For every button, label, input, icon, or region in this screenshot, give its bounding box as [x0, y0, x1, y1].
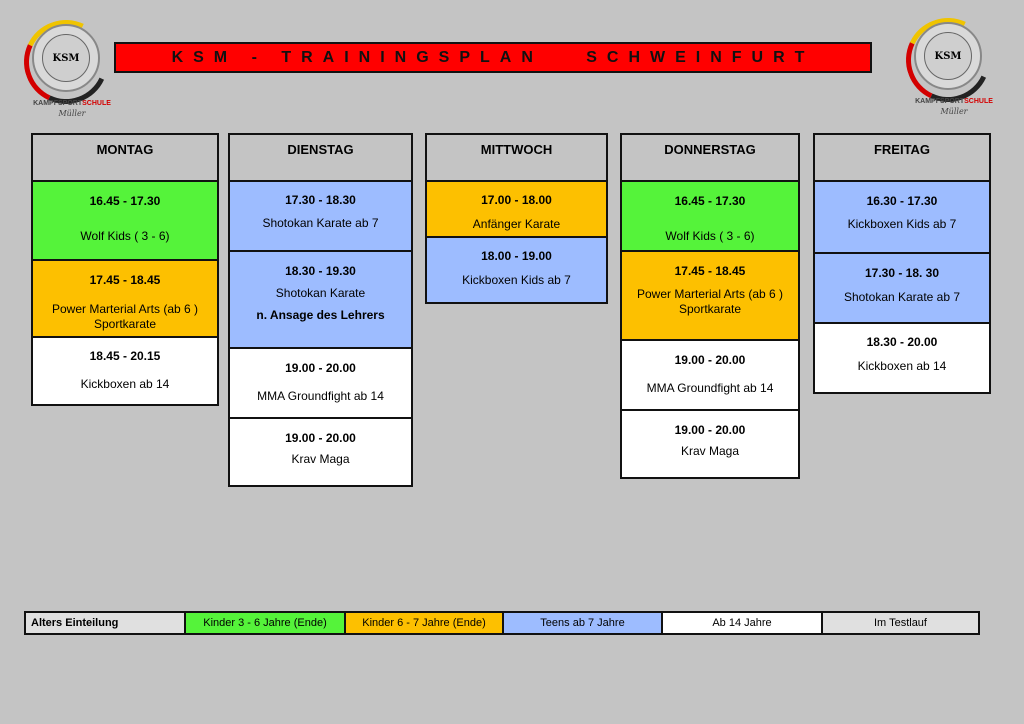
- day-header: FREITAG: [815, 135, 989, 182]
- slot-time: 17.45 - 18.45: [89, 273, 161, 287]
- slot-time: 18.30 - 20.00: [866, 335, 938, 349]
- day-column-montag: [31, 133, 219, 406]
- schedule-slot: [33, 261, 217, 338]
- slot-class: Kickboxen ab 14: [857, 359, 947, 373]
- ksm-logo-right: [902, 18, 1002, 118]
- slot-class: MMA Groundfight ab 14: [646, 381, 774, 395]
- age-legend: [24, 611, 980, 635]
- slot-time: 18.45 - 20.15: [89, 349, 161, 363]
- slot-class: Wolf Kids ( 3 - 6): [80, 229, 170, 243]
- slot-time: 17.00 - 18.00: [481, 193, 552, 207]
- slot-time: 16.45 - 17.30: [674, 194, 746, 208]
- logo-brand-right: SCHULE: [82, 100, 111, 107]
- slot-time: 17.45 - 18.45: [674, 264, 746, 278]
- schedule-slot: [622, 341, 798, 411]
- day-column-mittwoch: [425, 133, 608, 304]
- legend-item: [504, 613, 663, 633]
- slot-class: Kickboxen ab 14: [80, 377, 170, 391]
- logo-emblem-text: KSM: [52, 52, 80, 64]
- slot-class: Anfänger Karate: [472, 217, 561, 231]
- slot-time: 19.00 - 20.00: [674, 353, 746, 367]
- day-column-donnerstag: [620, 133, 800, 479]
- logo-emblem: [42, 34, 90, 82]
- day-header: MONTAG: [33, 135, 217, 182]
- slot-class: MMA Groundfight ab 14: [257, 389, 384, 403]
- slot-class: Kickboxen Kids ab 7: [847, 217, 957, 231]
- slot-class: Krav Maga: [680, 444, 740, 458]
- schedule-slot: [33, 182, 217, 261]
- slot-class: Shotokan Karate ab 7: [262, 216, 379, 230]
- legend-item-text: Ab 14 Jahre: [712, 617, 772, 629]
- slot-class-extra: Sportkarate: [93, 317, 157, 331]
- legend-item: [186, 613, 346, 633]
- legend-item-text: Kinder 3 - 6 Jahre (Ende): [203, 617, 327, 629]
- slot-time: 19.00 - 20.00: [285, 361, 356, 375]
- logo-brand: [26, 100, 118, 107]
- title-banner: [114, 42, 872, 73]
- logo-brand: [908, 98, 1000, 105]
- legend-item: [823, 613, 978, 633]
- day-header: DIENSTAG: [230, 135, 411, 182]
- slot-time: 18.00 - 19.00: [481, 249, 552, 263]
- slot-time: 19.00 - 20.00: [285, 431, 356, 445]
- schedule-slot: [622, 411, 798, 477]
- logo-script: Müller: [940, 107, 968, 116]
- legend-item-text: Im Testlauf: [874, 617, 927, 629]
- slot-class: Kickboxen Kids ab 7: [462, 273, 571, 287]
- legend-label-text: Alters Einteilung: [31, 617, 119, 629]
- slot-class-extra: n. Ansage des Lehrers: [256, 308, 385, 322]
- slot-time: 19.00 - 20.00: [674, 423, 746, 437]
- schedule-slot: [622, 252, 798, 341]
- schedule-slot: [230, 419, 411, 485]
- ksm-logo-left: [20, 20, 120, 120]
- slot-class: Power Marterial Arts (ab 6 ): [636, 287, 784, 301]
- day-header: MITTWOCH: [427, 135, 606, 182]
- schedule-slot: [230, 349, 411, 419]
- legend-label: [26, 613, 186, 633]
- legend-item-text: Teens ab 7 Jahre: [540, 617, 625, 629]
- logo-brand-left: KAMPFSPORT: [915, 98, 965, 105]
- schedule-slot: [230, 252, 411, 349]
- legend-item: [346, 613, 504, 633]
- day-header: DONNERSTAG: [622, 135, 798, 182]
- slot-class: Krav Maga: [291, 452, 350, 466]
- slot-time: 17.30 - 18.30: [285, 193, 356, 207]
- schedule-slot: [815, 324, 989, 392]
- day-column-dienstag: [228, 133, 413, 487]
- schedule-slot: [815, 182, 989, 254]
- logo-brand-left: KAMPFSPORT: [33, 100, 83, 107]
- slot-class: Shotokan Karate: [275, 286, 366, 300]
- slot-time: 17.30 - 18. 30: [864, 266, 940, 280]
- schedule-slot: [622, 182, 798, 252]
- logo-emblem-text: KSM: [934, 50, 962, 62]
- legend-item-text: Kinder 6 - 7 Jahre (Ende): [362, 617, 486, 629]
- logo-brand-right: SCHULE: [964, 98, 993, 105]
- logo-script: Müller: [58, 109, 86, 118]
- legend-item: [663, 613, 823, 633]
- slot-time: 16.45 - 17.30: [89, 194, 161, 208]
- slot-class: Wolf Kids ( 3 - 6): [665, 229, 755, 243]
- slot-time: 18.30 - 19.30: [285, 264, 356, 278]
- slot-class: Power Marterial Arts (ab 6 ): [51, 302, 199, 316]
- schedule-slot: [427, 182, 606, 238]
- page-title: KSM - TRAININGSPLAN SCHWEINFURT: [171, 48, 815, 66]
- schedule-slot: [33, 338, 217, 404]
- slot-time: 16.30 - 17.30: [866, 194, 938, 208]
- schedule-slot: [427, 238, 606, 302]
- slot-class: Shotokan Karate ab 7: [843, 290, 961, 304]
- day-column-freitag: [813, 133, 991, 394]
- slot-class-extra: Sportkarate: [678, 302, 742, 316]
- logo-emblem: [924, 32, 972, 80]
- schedule-slot: [230, 182, 411, 252]
- schedule-slot: [815, 254, 989, 324]
